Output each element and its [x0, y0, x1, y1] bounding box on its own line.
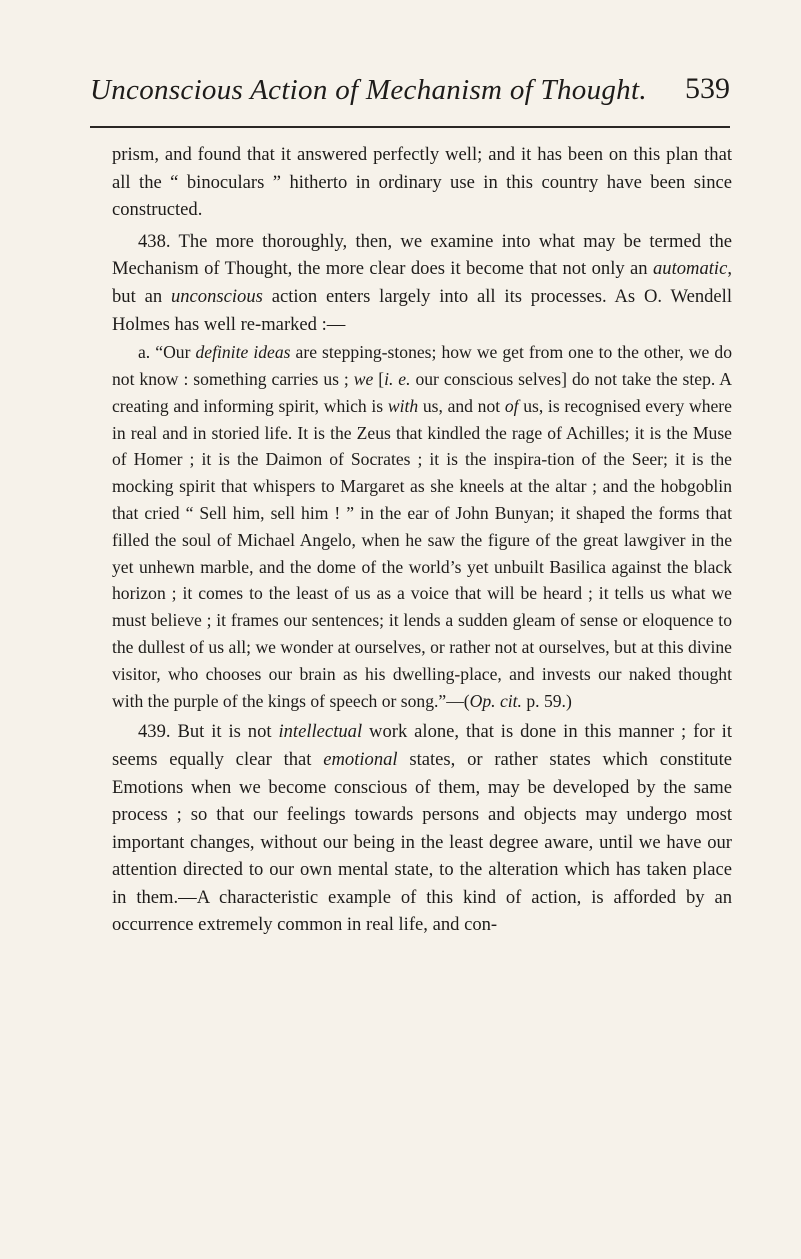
italic-text: with	[387, 395, 419, 416]
quote-text: p. 59.)	[521, 690, 572, 711]
paragraph-text: 438. The more thoroughly, then, we examine into what may be termed the Mechanism of Thought, the more clear does it become that not only an	[112, 230, 732, 280]
italic-text: definite ideas	[195, 342, 291, 363]
paragraph-439	[112, 718, 732, 939]
quote-text: [	[373, 368, 385, 389]
paragraph-text: , but an	[112, 258, 732, 307]
header-rule	[90, 126, 730, 128]
italic-text: intellectual	[278, 721, 363, 743]
italic-text: i. e.	[384, 368, 411, 389]
body-text	[112, 141, 732, 939]
quote-text: us, and not	[418, 395, 505, 416]
quote-text: us, is recognised every where in real and in storied life. It is the Zeus that kindled the rage of Achilles; it is the Muse of Homer ; it is the Daimon of Socrates ; it is the inspira-tion of the Seer; it is the mocking spirit that whispers to Margaret as she kneels at the altar ; and the hobgoblin that cried “ Sell him, sell him ! ” in the ear of John Bunyan; it shaped the forms that filled the soul of Michael Angelo, when he saw the figure of the great lawgiver in the yet unhewn marble, and the dome of the world’s yet unbuilt Basilica against the black horizon ; it comes to the least of us as a voice that will be heard ; it tells us what we must believe ; it frames our sentences; it lends a sudden gleam of sense or eloquence to the dullest of us all; we wonder at ourselves, or rather not at ourselves, but at this divine visitor, who chooses our brain as his dwelling-place, and invests our naked thought with the purple of the kings of speech or song.”—(	[112, 395, 732, 711]
italic-text: emotional	[323, 748, 398, 770]
quotation-block	[112, 339, 732, 714]
running-head-title: Unconscious Action of Mechanism of Thought.	[90, 74, 647, 106]
quote-text: are stepping-stones; how we get from one to the other, we do not know : something carries us ;	[112, 342, 732, 389]
quote-text: our conscious selves] do not take the step. A creating and informing spirit, which is	[112, 368, 732, 416]
paragraph-text: 439. But it is not	[138, 721, 279, 743]
paragraph-text: work alone, that is done in this manner ; for it seems equally clear that	[112, 721, 732, 770]
paragraph-continuation	[112, 141, 732, 224]
italic-text: Op. cit.	[469, 690, 522, 711]
paragraph-438	[112, 228, 732, 338]
italic-text: we	[353, 368, 374, 389]
italic-text: automatic	[652, 258, 728, 280]
italic-text: unconscious	[170, 285, 263, 307]
running-head	[90, 66, 730, 124]
paragraph-text: prism, and found that it answered perfectly well; and it has been on this plan that all the “ binoculars ” hitherto in ordinary use in this country have been since constructed.	[112, 144, 732, 221]
paragraph-text: action enters largely into all its processes. As O. Wendell Holmes has well re-marked :—	[112, 285, 733, 335]
quote-text: a. “Our	[138, 342, 196, 363]
italic-text: of	[504, 395, 519, 416]
page-number: 539	[685, 72, 730, 105]
paragraph-text: states, or rather states which constitute Emotions when we become conscious of them, may be developed by the same process ; so that our feelings towards persons and objects may undergo most important changes, without our being in the least degree aware, until we have our attention directed to our own mental state, to the alteration which has taken place in them.—A characteristic example of this kind of action, is afforded by an occurrence extremely common in real life, and con-	[112, 748, 732, 936]
